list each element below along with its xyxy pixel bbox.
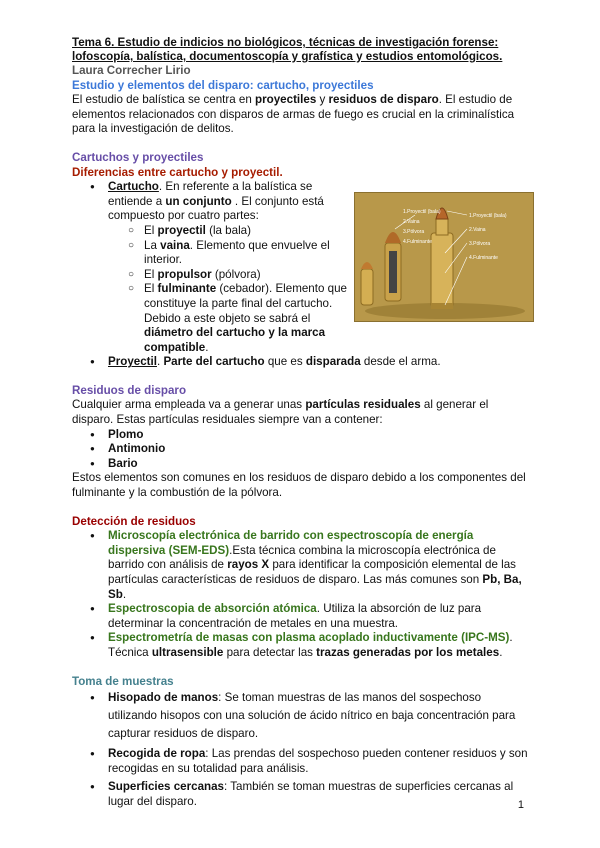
deteccion-list [72, 529, 532, 660]
cartuchos-subheading: Diferencias entre cartucho y proyectil. [72, 165, 283, 179]
list-item-part-1: ○ El proyectil (la bala) [72, 224, 354, 239]
list-item-ropa: ● Recogida de ropa: Las prendas del sospechoso pueden contener residuos y son recogidas en su totalidad para análisis. [72, 747, 532, 776]
cartuchos-heading: Cartuchos y proyectiles [72, 150, 204, 164]
list-item: ● Bario [72, 457, 532, 472]
author-name: Laura Correcher Lirio [72, 64, 191, 77]
toma-heading: Toma de muestras [72, 674, 174, 688]
image-label-4b: 4.Fulminante [469, 255, 498, 262]
image-label-3: 3.Pólvora [403, 229, 425, 236]
list-item-part-4: ○ El fulminante (cebador). Elemento que constituye la parte final del cartucho. Debido a este objeto se sabrá el diámetro del cartucho y la marca compatible. [72, 282, 354, 355]
cartridge-illustration [355, 193, 533, 321]
deteccion-heading: Detección de residuos [72, 514, 196, 528]
proyectil-list [72, 355, 532, 370]
residuos-list [72, 428, 532, 472]
cartucho-section [72, 180, 532, 370]
list-item-part-2: ○ La vaina. Elemento que envuelve el interior. [72, 239, 354, 268]
list-item-sem: ● Microscopía electrónica de barrido con espectroscopía de energía dispersiva (SEM-EDS).Esta técnica combina la microscopía electrónica de barrido con análisis de rayos X para identificar la composición elemental de las partículas características de residuos de disparo. Las más comunes son Pb, Ba, Sb. [72, 529, 532, 602]
list-item-cartucho: ● Cartucho. En referente a la balística se entiende a un conjunto . El conjunto está compuesto por cuatro partes: [72, 180, 354, 224]
cartucho-list [72, 180, 354, 355]
residuos-heading: Residuos de disparo [72, 383, 187, 397]
image-label-4: 4.Fulminante [403, 239, 432, 246]
residuos-paragraph: Cualquier arma empleada va a generar unas partículas residuales al generar el disparo. Estas partículas residuales siempre van a contener: [72, 398, 489, 427]
list-item: ● Plomo [72, 428, 532, 443]
list-item-part-3: ○ El propulsor (pólvora) [72, 268, 354, 283]
list-item-superficies: ● Superficies cercanas: También se toman muestras de superficies cercanas al lugar del disparo. [72, 780, 532, 809]
list-item-aa: ● Espectroscopia de absorción atómica. Utiliza la absorción de luz para determinar la concentración de metales en una muestra. [72, 602, 532, 631]
toma-list [72, 689, 532, 809]
cartridge-image [354, 192, 534, 322]
list-item-hisopado: ● Hisopado de manos: Se toman muestras de las manos del sospechoso utilizando hisopos con una solución de ácido nítrico en baja concentración para capturar residuos de disparo. [72, 689, 532, 743]
image-label-3b: 3.Pólvora [469, 241, 491, 248]
list-item-icp: ● Espectrometría de masas con plasma acoplado inductivamente (IPC-MS). Técnica ultrasensible para detectar las trazas generadas por los metales. [72, 631, 532, 660]
image-label-1b: 1.Proyectil (bala) [469, 213, 507, 220]
image-label-2: 2.Vaina [403, 219, 420, 226]
document-title: Tema 6. Estudio de indicios no biológicos, técnicas de investigación forense: lofoscopía, balística, documentoscopía y grafística y estudios entomológicos. [72, 36, 503, 63]
section-title: Estudio y elementos del disparo: cartucho, proyectiles [72, 78, 374, 92]
image-label-1: 1.Proyectil (bala) [403, 209, 441, 216]
page-number: 1 [517, 799, 524, 811]
list-item: ● Antimonio [72, 442, 532, 457]
image-label-2b: 2.Vaina [469, 227, 486, 234]
list-item-proyectil: ● Proyectil. Parte del cartucho que es disparada desde el arma. [72, 355, 532, 370]
residuos-closing: Estos elementos son comunes en los residuos de disparo debido a los componentes del fulminante y la combustión de la pólvora. [72, 471, 526, 500]
document-page [72, 36, 532, 810]
intro-paragraph: El estudio de balística se centra en proyectiles y residuos de disparo. El estudio de elementos relacionados con disparos de armas de fuego es crucial en la criminalística para la investigación de delitos. [72, 93, 515, 136]
